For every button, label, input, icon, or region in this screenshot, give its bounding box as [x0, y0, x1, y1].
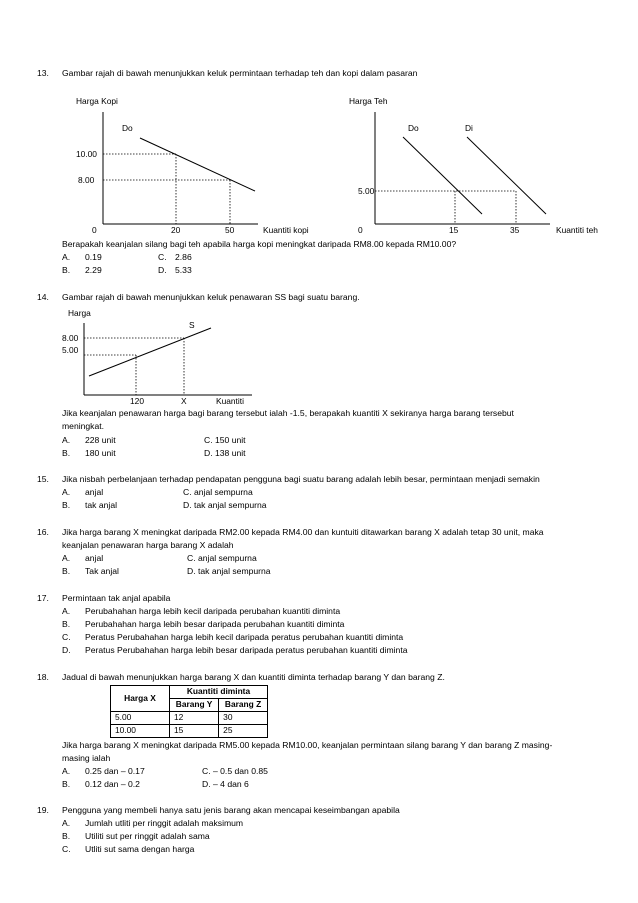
q15-option-a-letter: A.	[62, 487, 71, 497]
supply-curve	[89, 328, 211, 376]
table-row	[111, 725, 268, 738]
teh-curve-label-di: Di	[465, 123, 473, 133]
table-cell: 30	[219, 712, 268, 725]
q19-option-a-letter: A.	[62, 818, 71, 828]
kopi-curve-label: Do	[122, 123, 133, 133]
question-16-stem-line1: Jika harga barang X meningkat daripada RM2.00 kepada RM4.00 dan kuntuiti ditawarkan barang X adalah tetap 30 unit, maka	[62, 527, 544, 537]
q18-option-a-letter: A.	[62, 766, 71, 776]
supply-curve-label: S	[189, 320, 195, 330]
q18-option-d: D. – 4 dan 6	[202, 779, 249, 789]
question-16-stem-line2: keanjalan penawaran harga barang X adalah	[62, 540, 234, 550]
q13-option-d-letter: D.	[158, 265, 167, 275]
question-18-stem: Jadual di bawah menunjukkan harga barang X dan kuantiti diminta terhadap barang Y dan barang Z.	[62, 672, 445, 682]
q17-option-a: Perubahahan harga lebih kecil daripada perubahan kuantiti diminta	[85, 606, 341, 616]
question-17-stem: Permintaan tak anjal apabila	[62, 593, 171, 603]
question-14-text-line1: Jika keanjalan penawaran harga bagi barang tersebut ialah -1.5, berapakah kuantiti X sekiranya harga barang tersebut	[62, 408, 514, 418]
kopi-tick-20: 20	[171, 225, 181, 235]
supply-x-axis-label: Kuantiti	[216, 396, 244, 406]
question-14-text-line2: meningkat.	[62, 421, 105, 431]
kopi-tick-10: 10.00	[76, 149, 97, 159]
q14-option-a-letter: A.	[62, 435, 71, 445]
question-15-stem: Jika nisbah perbelanjaan terhadap pendapatan pengguna bagi suatu barang adalah lebih besar, permintaan menjadi semakin	[62, 474, 540, 484]
supply-tick-8: 8.00	[62, 333, 79, 343]
supply-tick-x: X	[181, 396, 187, 406]
q15-option-b: tak anjal	[85, 500, 118, 510]
q18-option-b: 0.12 dan – 0.2	[85, 779, 140, 789]
q19-option-b-letter: B.	[62, 831, 71, 841]
supply-chart	[0, 0, 638, 410]
table-header-harga-x: Harga X	[111, 686, 170, 712]
teh-tick-0: 0	[358, 225, 363, 235]
q19-option-c: Utliti sut sama dengan harga	[85, 844, 195, 854]
question-14-number: 14.	[37, 292, 49, 302]
table-cell: 12	[170, 712, 219, 725]
table-header-kuantiti-diminta: Kuantiti diminta	[170, 686, 268, 699]
question-13-text: Berapakah keanjalan silang bagi teh apabila harga kopi meningkat daripada RM8.00 kepada RM10.00?	[62, 239, 457, 249]
q17-option-c-letter: C.	[62, 632, 71, 642]
q18-option-a: 0.25 dan – 0.17	[85, 766, 145, 776]
table-cell: 25	[219, 725, 268, 738]
q14-option-b: 180 unit	[85, 448, 116, 458]
teh-tick-15: 15	[449, 225, 459, 235]
q13-option-c-letter: C.	[158, 252, 167, 262]
table-cell: 15	[170, 725, 219, 738]
supply-y-axis-label: Harga	[68, 308, 91, 318]
teh-x-axis-label: Kuantiti teh	[556, 225, 598, 235]
q13-option-d: 5.33	[175, 265, 192, 275]
q13-option-a-letter: A.	[62, 252, 71, 262]
table-header-barang-y: Barang Y	[170, 699, 219, 712]
question-19-stem: Pengguna yang membeli hanya satu jenis barang akan mencapai keseimbangan apabila	[62, 805, 400, 815]
supply-tick-120: 120	[130, 396, 144, 406]
q13-option-b: 2.29	[85, 265, 102, 275]
q16-option-b: Tak anjal	[85, 566, 119, 576]
q15-option-c: C. anjal sempurna	[183, 487, 253, 497]
q18-option-b-letter: B.	[62, 779, 71, 789]
kopi-y-axis-label: Harga Kopi	[76, 96, 118, 106]
q17-option-a-letter: A.	[62, 606, 71, 616]
q17-option-d-letter: D.	[62, 645, 71, 655]
q17-option-c: Peratus Perubahahan harga lebih kecil daripada peratus perubahan kuantiti diminta	[85, 632, 404, 642]
question-18-text-line1: Jika harga barang X meningkat daripada RM5.00 kepada RM10.00, keanjalan permintaan silang barang Y dan barang Z masing-	[62, 740, 553, 750]
question-18-text-line2: masing ialah	[62, 753, 111, 763]
question-19-number: 19.	[37, 805, 49, 815]
q16-option-a-letter: A.	[62, 553, 71, 563]
teh-curve-label-do: Do	[408, 123, 419, 133]
q19-option-b: Utiliti sut per ringgit adalah sama	[85, 831, 210, 841]
question-17-number: 17.	[37, 593, 49, 603]
table-row	[111, 712, 268, 725]
q14-option-d: D. 138 unit	[204, 448, 246, 458]
q14-option-c: C. 150 unit	[204, 435, 246, 445]
kopi-x-axis-label: Kuantiti kopi	[263, 225, 309, 235]
question-14-stem: Gambar rajah di bawah menunjukkan keluk penawaran SS bagi suatu barang.	[62, 292, 360, 302]
teh-tick-5: 5.00	[358, 186, 375, 196]
teh-tick-35: 35	[510, 225, 520, 235]
q17-option-b: Perubahahan harga lebih besar daripada perubahan kuantiti diminta	[85, 619, 345, 629]
question-15-number: 15.	[37, 474, 49, 484]
q18-option-c: C. – 0.5 dan 0.85	[202, 766, 268, 776]
q16-option-d: D. tak anjal sempurna	[187, 566, 271, 576]
price-quantity-table	[110, 685, 268, 738]
q16-option-c: C. anjal sempurna	[187, 553, 257, 563]
question-16-number: 16.	[37, 527, 49, 537]
q15-option-a: anjal	[85, 487, 104, 497]
q14-option-b-letter: B.	[62, 448, 71, 458]
kopi-tick-0: 0	[92, 225, 97, 235]
q13-option-a: 0.19	[85, 252, 102, 262]
q13-option-c: 2.86	[175, 252, 192, 262]
q17-option-b-letter: B.	[62, 619, 71, 629]
question-13-number: 13.	[37, 68, 49, 78]
kopi-tick-8: 8.00	[78, 175, 95, 185]
q14-option-a: 228 unit	[85, 435, 116, 445]
q19-option-a: Jumlah utliti per ringgit adalah maksimum	[85, 818, 244, 828]
q17-option-d: Peratus Perubahahan harga lebih besar daripada peratus perubahan kuantiti diminta	[85, 645, 408, 655]
q15-option-d: D. tak anjal sempurna	[183, 500, 267, 510]
q15-option-b-letter: B.	[62, 500, 71, 510]
q16-option-b-letter: B.	[62, 566, 71, 576]
kopi-tick-50: 50	[225, 225, 235, 235]
table-header-barang-z: Barang Z	[219, 699, 268, 712]
question-18-number: 18.	[37, 672, 49, 682]
table-cell: 5.00	[111, 712, 170, 725]
question-13-stem: Gambar rajah di bawah menunjukkan keluk permintaan terhadap teh dan kopi dalam pasaran	[62, 68, 418, 78]
q13-option-b-letter: B.	[62, 265, 71, 275]
teh-y-axis-label: Harga Teh	[349, 96, 388, 106]
q16-option-a: anjal	[85, 553, 104, 563]
q19-option-c-letter: C.	[62, 844, 71, 854]
table-cell: 10.00	[111, 725, 170, 738]
supply-tick-5: 5.00	[62, 345, 79, 355]
